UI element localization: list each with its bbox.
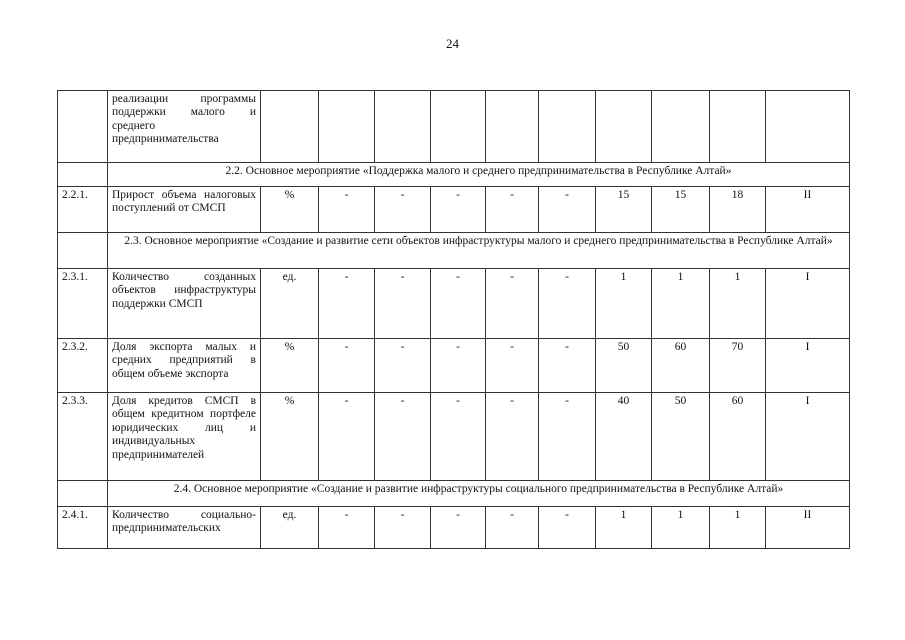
priority-cell: II (766, 187, 850, 233)
priority-cell: I (766, 269, 850, 339)
value-cell: - (486, 187, 539, 233)
empty-cell (58, 163, 108, 187)
indicator-name: Количество социально-предпринимательских (108, 507, 261, 549)
section-title: 2.3. Основное мероприятие «Создание и развитие сети объектов инфраструктуры малого и среднего предпринимательства в Республике Алтай» (108, 233, 850, 269)
row-number: 2.3.1. (58, 269, 108, 339)
value-cell: 50 (596, 339, 652, 393)
priority-cell: I (766, 393, 850, 481)
empty-cell (58, 481, 108, 507)
unit-cell: ед. (261, 269, 319, 339)
value-cell: - (319, 393, 375, 481)
value-cell: - (319, 187, 375, 233)
row-number: 2.3.3. (58, 393, 108, 481)
section-title: 2.4. Основное мероприятие «Создание и развитие инфраструктуры социального предпринимательства в Республике Алтай» (108, 481, 850, 507)
value-cell (486, 91, 539, 163)
row-number: 2.2.1. (58, 187, 108, 233)
priority-cell: II (766, 507, 850, 549)
value-cell: 1 (596, 269, 652, 339)
indicators-table (57, 90, 850, 549)
value-cell (431, 91, 486, 163)
table-body (58, 91, 850, 549)
value-cell: 1 (596, 507, 652, 549)
value-cell: 1 (652, 269, 710, 339)
unit-cell: ед. (261, 507, 319, 549)
value-cell: - (431, 269, 486, 339)
unit-cell: % (261, 393, 319, 481)
value-cell: - (486, 393, 539, 481)
value-cell: - (539, 269, 596, 339)
value-cell: 70 (710, 339, 766, 393)
section-row (58, 481, 850, 507)
section-row (58, 163, 850, 187)
row-number (58, 91, 108, 163)
value-cell: - (375, 187, 431, 233)
value-cell: 15 (652, 187, 710, 233)
value-cell (596, 91, 652, 163)
page-number: 24 (446, 36, 459, 51)
value-cell: - (486, 269, 539, 339)
value-cell: 1 (652, 507, 710, 549)
value-cell: - (375, 269, 431, 339)
indicator-name: Количество созданных объектов инфраструктуры поддержки СМСП (108, 269, 261, 339)
table-row (58, 91, 850, 163)
value-cell: - (319, 339, 375, 393)
value-cell: - (539, 187, 596, 233)
indicator-name: Прирост объема налоговых поступлений от СМСП (108, 187, 261, 233)
value-cell: - (375, 393, 431, 481)
value-cell (539, 91, 596, 163)
table-row (58, 339, 850, 393)
indicator-name: Доля кредитов СМСП в общем кредитном портфеле юридических лиц и индивидуальных предпринимателей (108, 393, 261, 481)
priority-cell: I (766, 339, 850, 393)
value-cell: - (486, 507, 539, 549)
row-number: 2.4.1. (58, 507, 108, 549)
unit-cell: % (261, 339, 319, 393)
value-cell: 15 (596, 187, 652, 233)
value-cell: - (486, 339, 539, 393)
value-cell: 60 (710, 393, 766, 481)
value-cell: 1 (710, 269, 766, 339)
value-cell: 1 (710, 507, 766, 549)
value-cell (652, 91, 710, 163)
value-cell: - (539, 393, 596, 481)
value-cell: - (375, 507, 431, 549)
value-cell: 60 (652, 339, 710, 393)
value-cell: - (375, 339, 431, 393)
row-number: 2.3.2. (58, 339, 108, 393)
value-cell: - (319, 269, 375, 339)
value-cell (710, 91, 766, 163)
value-cell: - (319, 507, 375, 549)
value-cell: 50 (652, 393, 710, 481)
unit-cell (261, 91, 319, 163)
table-row (58, 393, 850, 481)
section-title: 2.2. Основное мероприятие «Поддержка малого и среднего предпринимательства в Республике Алтай» (108, 163, 850, 187)
table-row (58, 187, 850, 233)
unit-cell: % (261, 187, 319, 233)
value-cell: - (539, 507, 596, 549)
value-cell (375, 91, 431, 163)
value-cell: - (431, 339, 486, 393)
value-cell: - (431, 187, 486, 233)
table-row (58, 507, 850, 549)
empty-cell (58, 233, 108, 269)
value-cell: 18 (710, 187, 766, 233)
value-cell: - (431, 393, 486, 481)
indicator-name: Доля экспорта малых и средних предприятий в общем объеме экспорта (108, 339, 261, 393)
value-cell: - (431, 507, 486, 549)
value-cell: - (539, 339, 596, 393)
value-cell (319, 91, 375, 163)
indicator-name: реализации программы поддержки малого и среднего предпринимательства (108, 91, 261, 163)
priority-cell (766, 91, 850, 163)
section-row (58, 233, 850, 269)
value-cell: 40 (596, 393, 652, 481)
table-row (58, 269, 850, 339)
